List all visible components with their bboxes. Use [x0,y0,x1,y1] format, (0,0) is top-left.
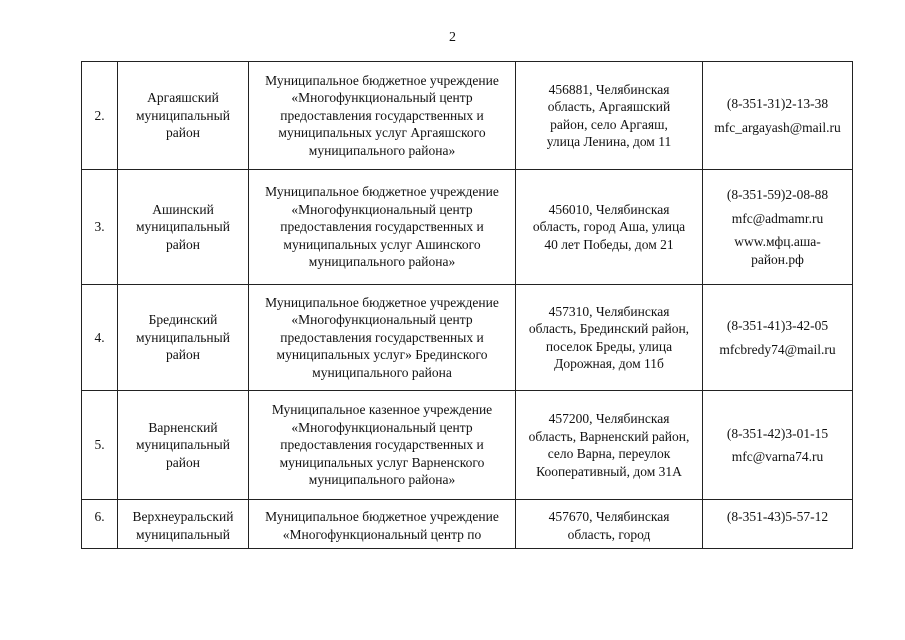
address-line: улица Ленина, дом 11 [546,134,672,149]
institution-cell [249,391,516,500]
institution-line: муниципального района» [308,254,456,270]
district-cell [118,285,249,391]
institution-line: муниципального района [312,364,452,380]
row-number: 6. [82,500,118,549]
address-line: 457670, Челябинская [548,509,670,524]
institution-cell [249,170,516,285]
institution-line: предоставления государственных и [280,329,484,345]
institution-line: муниципальных услуг Аргаяшского [278,125,486,141]
row-number: 3. [82,170,118,285]
table-row [82,62,853,170]
institution-line: предоставления государственных и [280,107,484,123]
institution-line: «Многофункциональный центр [291,419,473,435]
address-line: область, город [567,526,651,542]
address-cell [516,500,703,549]
institution-line: Муниципальное бюджетное учреждение [265,509,499,524]
district-line: район [166,236,200,252]
institution-line: «Многофункциональный центр [291,312,473,328]
district-cell [118,62,249,170]
institution-line: Муниципальное бюджетное учреждение [265,72,499,88]
address-line: область, город Аша, улица [532,219,686,235]
district-line: муниципальный [136,219,230,235]
page-number: 2 [449,30,456,45]
district-line: муниципальный [136,107,230,123]
email-link[interactable]: mfc_argayash@mail.ru [714,119,841,135]
district-line: муниципальный [136,437,230,453]
district-cell [118,170,249,285]
institution-line: Муниципальное бюджетное учреждение [265,294,499,310]
row-number: 2. [82,62,118,170]
mfc-table [81,61,853,549]
phone: (8-351-31)2-13-38 [726,96,829,111]
district-line: Аргаяшский [147,90,219,106]
institution-line: муниципальных услуг Ашинского [283,236,481,252]
table-row [82,500,853,549]
address-line: 456010, Челябинская [548,201,670,217]
address-cell [516,62,703,170]
district-line: муниципальный [136,526,230,542]
email-link[interactable]: mfc@admamr.ru [731,210,824,226]
district-cell [118,391,249,500]
email-link[interactable]: mfcbredy74@mail.ru [719,341,836,357]
institution-cell [249,62,516,170]
contacts-cell [703,62,853,170]
district-line: район [166,125,200,141]
contacts-cell [703,500,853,549]
address-line: 40 лет Победы, дом 21 [544,236,674,252]
institution-line: муниципального района» [308,142,456,158]
address-line: район, село Аргаяш, [550,116,668,132]
institution-line: муниципальных услуг Варненского [279,454,485,470]
contacts-cell [703,170,853,285]
institution-line: муниципальных услуг» Брединского [276,347,488,363]
website-link[interactable]: www.мфц.аша- [734,234,821,249]
institution-line: муниципального района» [308,472,456,488]
address-line: 457310, Челябинская [548,303,670,319]
address-line: село Варна, переулок [547,446,671,461]
institution-line: предоставления государственных и [280,437,484,453]
district-cell [118,500,249,549]
table-row [82,170,853,285]
phone: (8-351-43)5-57-12 [726,509,829,524]
phone: (8-351-59)2-08-88 [726,187,829,202]
institution-line: Муниципальное казенное учреждение [271,402,493,418]
district-line: район [166,454,200,470]
table-row [82,285,853,391]
address-line: область, Брединский район, [528,321,690,336]
district-line: Верхнеуральский [132,509,234,524]
institution-cell [249,500,516,549]
district-line: Брединский [148,312,218,328]
address-cell [516,285,703,391]
address-line: поселок Бреды, улица [545,338,673,354]
institution-line: Муниципальное бюджетное учреждение [265,184,499,200]
address-cell [516,170,703,285]
institution-line: предоставления государственных и [280,219,484,235]
table-row [82,391,853,500]
district-line: район [166,347,200,363]
phone: (8-351-41)3-42-05 [726,318,829,333]
district-line: муниципальный [136,329,230,345]
address-line: 456881, Челябинская [548,81,670,97]
contacts-cell [703,285,853,391]
district-line: Ашинский [152,201,214,217]
row-number: 5. [82,391,118,500]
institution-cell [249,285,516,391]
contacts-cell [703,391,853,500]
address-cell [516,391,703,500]
institution-line: «Многофункциональный центр [291,201,473,217]
website-link-cont[interactable]: район.рф [751,251,804,267]
institution-line: «Многофункциональный центр [291,90,473,106]
district-line: Варненский [148,419,218,435]
phone: (8-351-42)3-01-15 [726,425,829,441]
address-line: Кооперативный, дом 31А [536,463,682,479]
address-line: область, Варненский район, [528,428,690,444]
address-line: 457200, Челябинская [548,411,670,426]
row-number: 4. [82,285,118,391]
institution-line: «Многофункциональный центр по [282,526,482,542]
email-link[interactable]: mfc@varna74.ru [731,449,824,464]
address-line: Дорожная, дом 11б [554,356,664,371]
address-line: область, Аргаяшский [547,99,671,114]
